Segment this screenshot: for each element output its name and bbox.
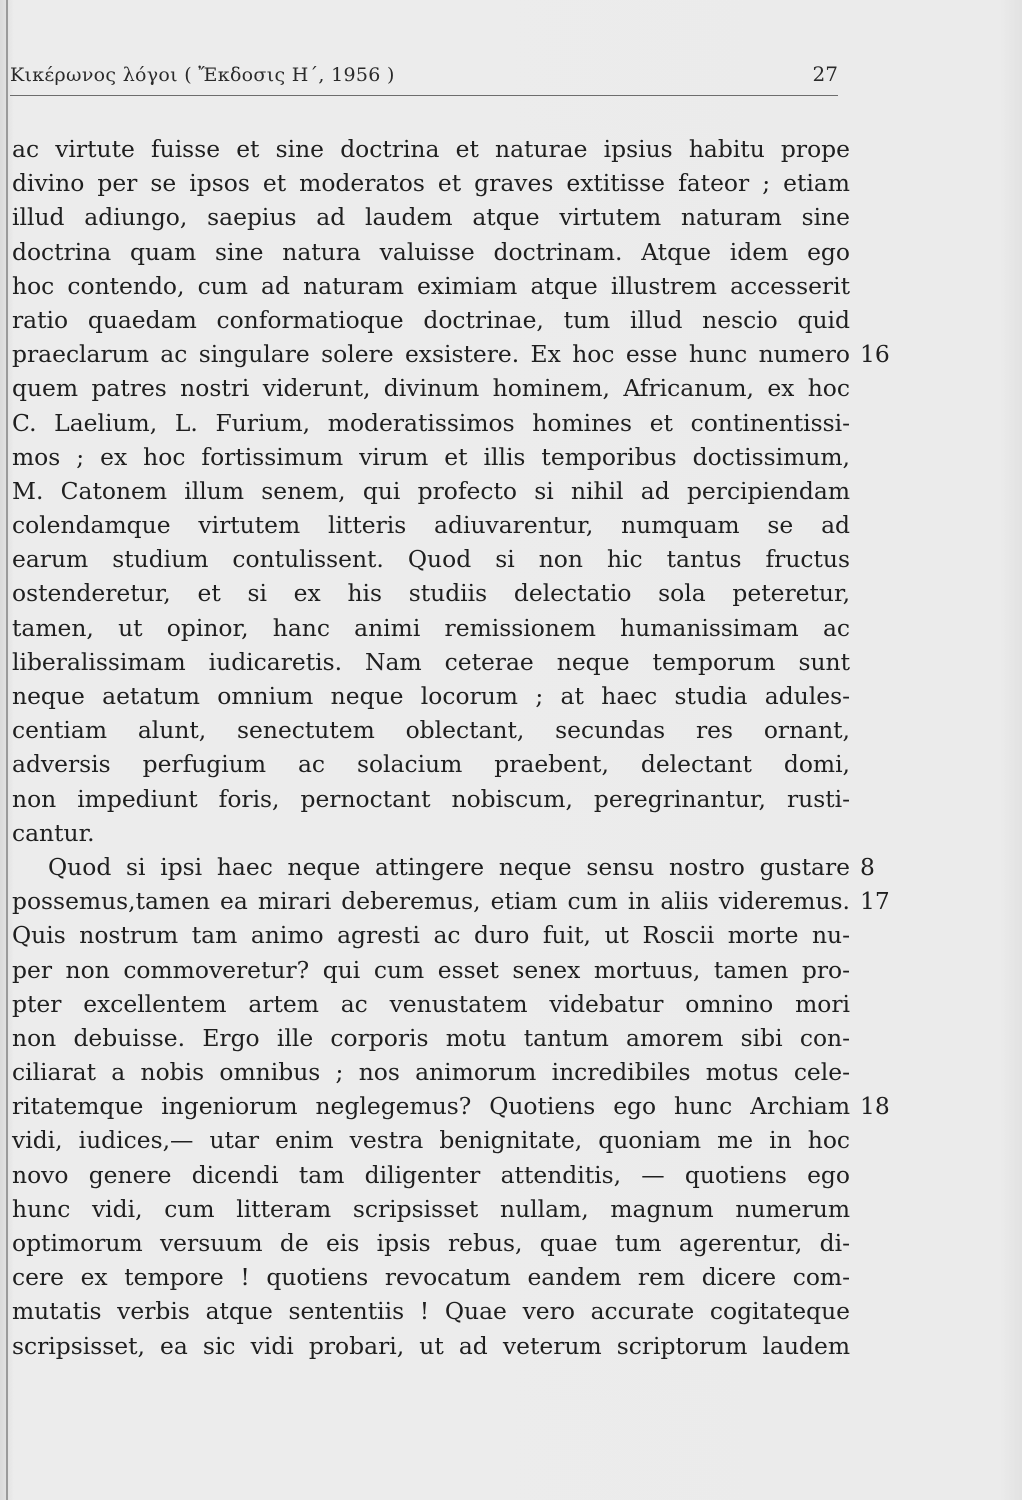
text-line bbox=[12, 269, 850, 303]
header-rule bbox=[10, 95, 838, 96]
line-text: C. Laelium, L. Furium, moderatissimos homines et continentissi- bbox=[12, 408, 850, 437]
text-line bbox=[12, 747, 850, 781]
text-line bbox=[12, 508, 850, 542]
line-text: per non commoveretur? qui cum esset senex mortuus, tamen pro- bbox=[12, 955, 850, 984]
text-line bbox=[12, 474, 850, 508]
line-text: pter excellentem artem ac venustatem videbatur omnino mori bbox=[12, 989, 850, 1018]
section-number: 17 bbox=[860, 887, 890, 916]
text-line bbox=[12, 440, 850, 474]
running-head: Κικέρωνος λόγοι ( Ἔκδοσις Η΄, 1956 ) bbox=[10, 64, 395, 86]
body-text bbox=[12, 132, 890, 1363]
line-text: non impediunt foris, pernoctant nobiscum, peregrinantur, rusti- bbox=[12, 784, 850, 813]
text-line bbox=[12, 987, 850, 1021]
binding-edge bbox=[6, 0, 8, 1500]
text-line bbox=[12, 371, 850, 405]
text-line bbox=[12, 884, 890, 918]
line-text: hunc vidi, cum litteram scripsisset nullam, magnum numerum bbox=[12, 1194, 850, 1223]
text-line bbox=[12, 1260, 850, 1294]
page-header bbox=[10, 62, 838, 96]
text-line bbox=[12, 337, 890, 371]
line-text: ritatemque ingeniorum neglegemus? Quotiens ego hunc Archiam bbox=[12, 1092, 850, 1121]
text-line bbox=[12, 918, 850, 952]
text-line bbox=[12, 645, 850, 679]
text-line bbox=[12, 1192, 850, 1226]
line-text: divino per se ipsos et moderatos et graves extitisse fateor ; etiam bbox=[12, 169, 850, 198]
text-line bbox=[12, 816, 850, 850]
text-line bbox=[12, 1055, 850, 1089]
line-text: liberalissimam iudicaretis. Nam ceterae neque temporum sunt bbox=[12, 647, 850, 676]
line-text: mos ; ex hoc fortissimum virum et illis temporibus doctissimum, bbox=[12, 442, 850, 471]
line-text: colendamque virtutem litteris adiuvarentur, numquam se ad bbox=[12, 511, 850, 540]
text-line bbox=[12, 200, 850, 234]
text-line bbox=[12, 850, 875, 884]
line-text: neque aetatum omnium neque locorum ; at haec studia adules- bbox=[12, 682, 850, 710]
text-line bbox=[12, 576, 850, 610]
page-number: 27 bbox=[812, 62, 838, 86]
line-text: ac virtute fuisse et sine doctrina et naturae ipsius habitu prope bbox=[12, 135, 850, 163]
line-text: M. Catonem illum senem, qui profecto si nihil ad percipiendam bbox=[12, 476, 850, 505]
line-text: Quod si ipsi haec neque attingere neque sensu nostro gustare bbox=[48, 852, 850, 881]
section-number: 8 bbox=[860, 852, 875, 881]
text-line bbox=[12, 953, 850, 987]
text-line bbox=[12, 406, 850, 440]
text-line bbox=[12, 1123, 850, 1157]
line-text: Quis nostrum tam animo agresti ac duro fuit, ut Roscii morte nu- bbox=[12, 921, 850, 950]
line-text: ratio quaedam conformatioque doctrinae, tum illud nescio quid bbox=[12, 305, 850, 334]
section-number: 16 bbox=[860, 340, 890, 369]
text-line bbox=[12, 542, 850, 576]
line-text: adversis perfugium ac solacium praebent, delectant domi, bbox=[12, 750, 850, 779]
text-line bbox=[12, 132, 850, 166]
line-text: illud adiungo, saepius ad laudem atque virtutem naturam sine bbox=[12, 203, 850, 232]
text-line bbox=[12, 1226, 850, 1260]
line-text: scripsisset, ea sic vidi probari, ut ad veterum scriptorum laudem bbox=[12, 1331, 850, 1360]
line-text: quem patres nostri viderunt, divinum hominem, Africanum, ex hoc bbox=[12, 374, 850, 403]
section-number: 18 bbox=[860, 1092, 890, 1121]
text-line bbox=[12, 713, 850, 747]
text-line bbox=[12, 1021, 850, 1055]
line-text: novo genere dicendi tam diligenter attenditis, — quotiens ego bbox=[12, 1160, 850, 1189]
line-text: hoc contendo, cum ad naturam eximiam atque illustrem accesserit bbox=[12, 271, 850, 300]
text-line bbox=[12, 303, 850, 337]
text-line bbox=[12, 1089, 890, 1123]
line-text: ostenderetur, et si ex his studiis delectatio sola peteretur, bbox=[12, 579, 850, 608]
text-line bbox=[12, 1329, 850, 1363]
text-line bbox=[12, 611, 850, 645]
line-text: cere ex tempore ! quotiens revocatum eandem rem dicere com- bbox=[12, 1263, 850, 1292]
line-text: tamen, ut opinor, hanc animi remissionem humanissimam ac bbox=[12, 613, 850, 642]
line-text: doctrina quam sine natura valuisse doctrinam. Atque idem ego bbox=[12, 237, 850, 266]
line-text: praeclarum ac singulare solere exsistere. Ex hoc esse hunc numero bbox=[12, 340, 850, 369]
line-text: non debuisse. Ergo ille corporis motu tantum amorem sibi con- bbox=[12, 1023, 850, 1052]
line-text: ciliarat a nobis omnibus ; nos animorum incredibiles motus cele- bbox=[12, 1058, 850, 1087]
line-text: possemus,tamen ea mirari deberemus, etiam cum in aliis videremus. bbox=[12, 887, 850, 916]
line-text: cantur. bbox=[12, 818, 95, 847]
line-text: optimorum versuum de eis ipsis rebus, quae tum agerentur, di- bbox=[12, 1229, 850, 1257]
line-text: earum studium contulissent. Quod si non hic tantus fructus bbox=[12, 545, 850, 574]
text-line bbox=[12, 235, 850, 269]
line-text: mutatis verbis atque sententiis ! Quae vero accurate cogitateque bbox=[12, 1297, 850, 1326]
text-line bbox=[12, 1158, 850, 1192]
text-line bbox=[12, 166, 850, 200]
text-line bbox=[12, 1294, 850, 1328]
text-line bbox=[12, 679, 850, 713]
line-text: centiam alunt, senectutem oblectant, secundas res ornant, bbox=[12, 716, 850, 745]
text-line bbox=[12, 782, 850, 816]
line-text: vidi, iudices,— utar enim vestra benignitate, quoniam me in hoc bbox=[12, 1126, 850, 1155]
